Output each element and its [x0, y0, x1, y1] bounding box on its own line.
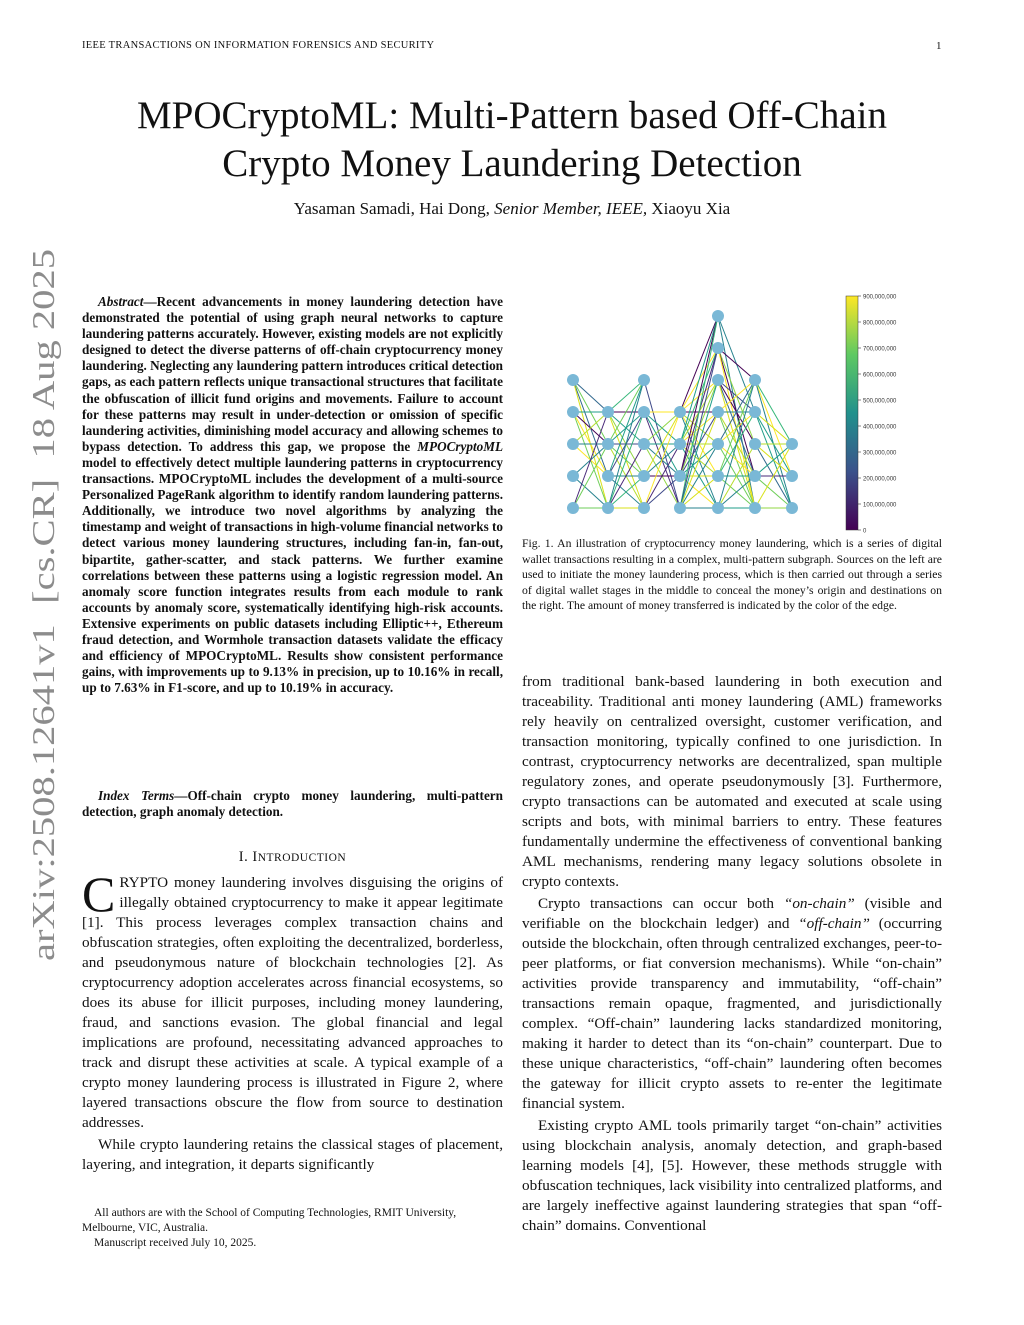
graph-node [712, 502, 724, 514]
author-names: Yasaman Samadi, Hai Dong, [293, 199, 495, 218]
graph-node [638, 374, 650, 386]
graph-node [602, 502, 614, 514]
graph-node [749, 502, 761, 514]
intro-p1-text: money laundering involves disguising the origins of illegally obtained cryptocurrency to make it appear legitimate [1]. This process leverages complex transaction chains and obfuscation strategies, often exploiting the decentralized, borderless, and pseudonymous nature of blockchain technologies [2]. As cryptocurrency adoption accelerates across financial ecosystems, so does its abuse for illicit purposes, including money laundering, fraud, and sanctions evasion. The global financial and legal implications are profound, necessitating advanced approaches to track and disrupt these activities at scale. A typical example of a crypto money laundering process is illustrated in Figure 2, where layered transactions obscure the flow from source to destination addresses. [82, 874, 503, 1131]
graph-node [786, 470, 798, 482]
abstract-model-name: MPOCryptoML [417, 438, 503, 454]
paper-title [60, 92, 964, 188]
col2-p2-b: (visible and verifiable on the blockchain ledger) and [522, 895, 942, 932]
graph-node [567, 374, 579, 386]
footnote-affiliation: All authors are with the School of Computing Technologies, RMIT University, Melbourne, VIC, Australia. [82, 1207, 457, 1234]
colorbar-tick-label: 400,000,000 [863, 424, 897, 431]
intro-paragraph-2: While crypto laundering retains the classical stages of placement, layering, and integration, it departs significantly [82, 1136, 503, 1173]
graph-node [674, 502, 686, 514]
colorbar-tick-label: 800,000,000 [863, 320, 897, 327]
index-terms-label: Index Terms [98, 788, 175, 803]
graph-node [674, 406, 686, 418]
graph-node [602, 470, 614, 482]
footnote [82, 1206, 503, 1251]
col2-paragraph-3: Existing crypto AML tools primarily target “on-chain” activities using blockchain analysis, anomaly detection, and graph-based learning models [4], [5]. However, these methods struggle with obfuscation techniques, lack visibility into centralized platforms, and are largely ineffective against laundering strategies that span “off-chain” domains. Conventional [522, 1117, 942, 1234]
colorbar-tick-label: 600,000,000 [863, 372, 897, 379]
graph-node [786, 438, 798, 450]
title-line-2: Crypto Money Laundering Detection [222, 142, 802, 185]
colorbar-tick-label: 300,000,000 [863, 450, 897, 457]
graph-node [712, 470, 724, 482]
graph-node [749, 470, 761, 482]
graph-edge [755, 476, 792, 508]
intro-column-2 [522, 672, 942, 1236]
graph-edge [573, 380, 608, 412]
col2-paragraph-2 [522, 894, 942, 1114]
drop-cap: C [82, 866, 116, 922]
index-terms [82, 788, 503, 820]
graph-node [638, 438, 650, 450]
abstract-text-b: model to effectively detect multiple laundering patterns in cryptocurrency transactions. MPOCryptoML includes the development of a multi-source Personalized PageRank algorithm to identify random laundering patterns. Additionally, we introduce two novel algorithms by analyzing the timestamp and weight of transactions in high-volume financial networks to detect various money laundering structures, including fan-in, fan-out, bipartite, gather-scatter, and stack patterns. We further examine correlations between these patterns using a logistic regression model. An anomaly score function integrates results from each module to rank accounts by anomaly score, systematically identifying high-risk accounts. Extensive experiments on public datasets including Elliptic++, Ethereum fraud detection, and Wormhole transaction datasets validate the efficacy and efficiency of MPOCryptoML. Results show consistent performance gains, with improvements up to 9.13% in precision, up to 10.16% in recall, up to 7.63% in F1-score, and up to 10.19% in accuracy. [82, 454, 503, 696]
graph-node [712, 342, 724, 354]
graph-edge [608, 380, 644, 476]
section-number: I. [238, 849, 253, 865]
abstract-label: Abstract [98, 294, 144, 309]
graph-node [567, 470, 579, 482]
graph-edge [718, 348, 755, 380]
abstract-text-a: —Recent advancements in money laundering detection have demonstrated the potential of using graph neural networks to capture laundering patterns accurately. However, existing models are not explicitly designed to detect the diverse patterns of off-chain cryptocurrency money laundering. Neglecting any laundering pattern introduces critical detection gaps, as each pattern reflects unique transactional structures that facilitate the obfuscation of illicit fund origins and movements. Failure to account for these patterns may result in under-detection or omission of specific laundering activities, diminishing model accuracy and allowing schemes to bypass detection. To address this gap, we propose the [82, 294, 504, 454]
colorbar-tick-label: 900,000,000 [863, 294, 897, 301]
colorbar-tick-label: 500,000,000 [863, 398, 897, 405]
graph-edge [680, 348, 718, 508]
index-terms-text: —Off-chain crypto money laundering, multi-pattern detection, graph anomaly detection. [82, 788, 503, 820]
figure-caption: Fig. 1. An illustration of cryptocurrency money laundering, which is a series of digital wallet transactions resulting in a complex, multi-pattern subgraph. Sources on the left are used to initiate the money laundering process, which is then carried out through a series of digital wallet stages in the middle to conceal the money’s origin and destinations on the right. The amount of money transferred is indicated by the color of the edge. [522, 537, 942, 612]
abstract [82, 294, 503, 696]
graph-node [602, 406, 614, 418]
graph-node [712, 310, 724, 322]
colorbar-tick-label: 100,000,000 [863, 502, 897, 509]
graph-edge [718, 444, 755, 476]
title-line-1: MPOCryptoML: Multi-Pattern based Off-Chain [137, 94, 887, 137]
graph-node [638, 406, 650, 418]
graph-node [674, 470, 686, 482]
graph-node [749, 406, 761, 418]
figure-1 [540, 290, 916, 535]
running-head: IEEE TRANSACTIONS ON INFORMATION FORENSICS AND SECURITY [82, 40, 435, 51]
col2-paragraph-1: from traditional bank-based laundering in both execution and traceability. Traditional anti money laundering (AML) frameworks rely heavily on centralized oversight, customer verification, and transaction monitoring, typically confined to one jurisdiction. In contrast, cryptocurrency networks are decentralized, span multiple regulatory zones, and operate pseudonymously [3]. Furthermore, crypto transactions can be automated and executed at scale using scripts and bots, with minimal barriers to entry. These features fundamentally undermine the effectiveness of conventional banking AML mechanisms, rendering many legacy solutions obsolete in crypto contexts. [522, 673, 942, 890]
graph-node [712, 374, 724, 386]
graph-node [638, 502, 650, 514]
section-heading [82, 849, 503, 866]
colorbar [846, 296, 858, 530]
intro-paragraph-1 [82, 866, 503, 1133]
colorbar-ticks [858, 295, 897, 535]
graph-node [567, 438, 579, 450]
col2-off-chain: “off-chain” [798, 915, 870, 932]
graph-node [567, 502, 579, 514]
arxiv-stamp-svg [14, 240, 70, 970]
graph-node [786, 502, 798, 514]
col2-p2-a: Crypto transactions can occur both [538, 895, 784, 912]
section-first-letter: I [252, 849, 258, 865]
dropcap-rest: RYPTO [119, 874, 169, 891]
graph-edge [608, 380, 644, 412]
colorbar-tick-label: 200,000,000 [863, 476, 897, 483]
footnote-received: Manuscript received July 10, 2025. [94, 1237, 257, 1249]
arxiv-stamp [14, 240, 70, 970]
graph-edge [755, 412, 792, 444]
graph-node [749, 438, 761, 450]
colorbar-tick-label: 0 [863, 528, 867, 535]
graph-node [638, 470, 650, 482]
graph-node [602, 438, 614, 450]
graph-edge [644, 476, 680, 508]
arxiv-id: arXiv:2508.12641v1 [cs.CR] 18 Aug 2025 [25, 399, 61, 961]
network-graph [540, 290, 916, 535]
author-last: Xiaoyu Xia [647, 199, 731, 218]
colorbar-tick-label: 700,000,000 [863, 346, 897, 353]
graph-edge [680, 316, 718, 476]
graph-edge [573, 476, 608, 508]
graph-node [712, 438, 724, 450]
author-list [60, 199, 964, 219]
page-number: 1 [936, 40, 942, 52]
author-role: Senior Member, IEEE, [494, 199, 648, 218]
intro-column-1 [82, 866, 503, 1175]
graph-node [567, 406, 579, 418]
graph-node [674, 438, 686, 450]
col2-p2-c: (occurring outside the blockchain, often through centralized exchanges, peer-to-peer platforms, or fiat conversion mechanisms). While “on-chain” activities provide transparency and immutability, “off-chain” transactions remain opaque, fragmented, and jurisdictionally complex. “Off-chain” laundering lacks standardized monitoring, making it harder to detect than its “on-chain” counterpart. Due to these unique characteristics, “off-chain” laundering often becomes the gateway for illicit crypto assets to re-enter the legitimate financial system. [522, 915, 942, 1112]
graph-node [749, 374, 761, 386]
col2-on-chain: “on-chain” [783, 895, 855, 912]
section-title-rest: NTRODUCTION [257, 852, 347, 864]
graph-node [712, 406, 724, 418]
